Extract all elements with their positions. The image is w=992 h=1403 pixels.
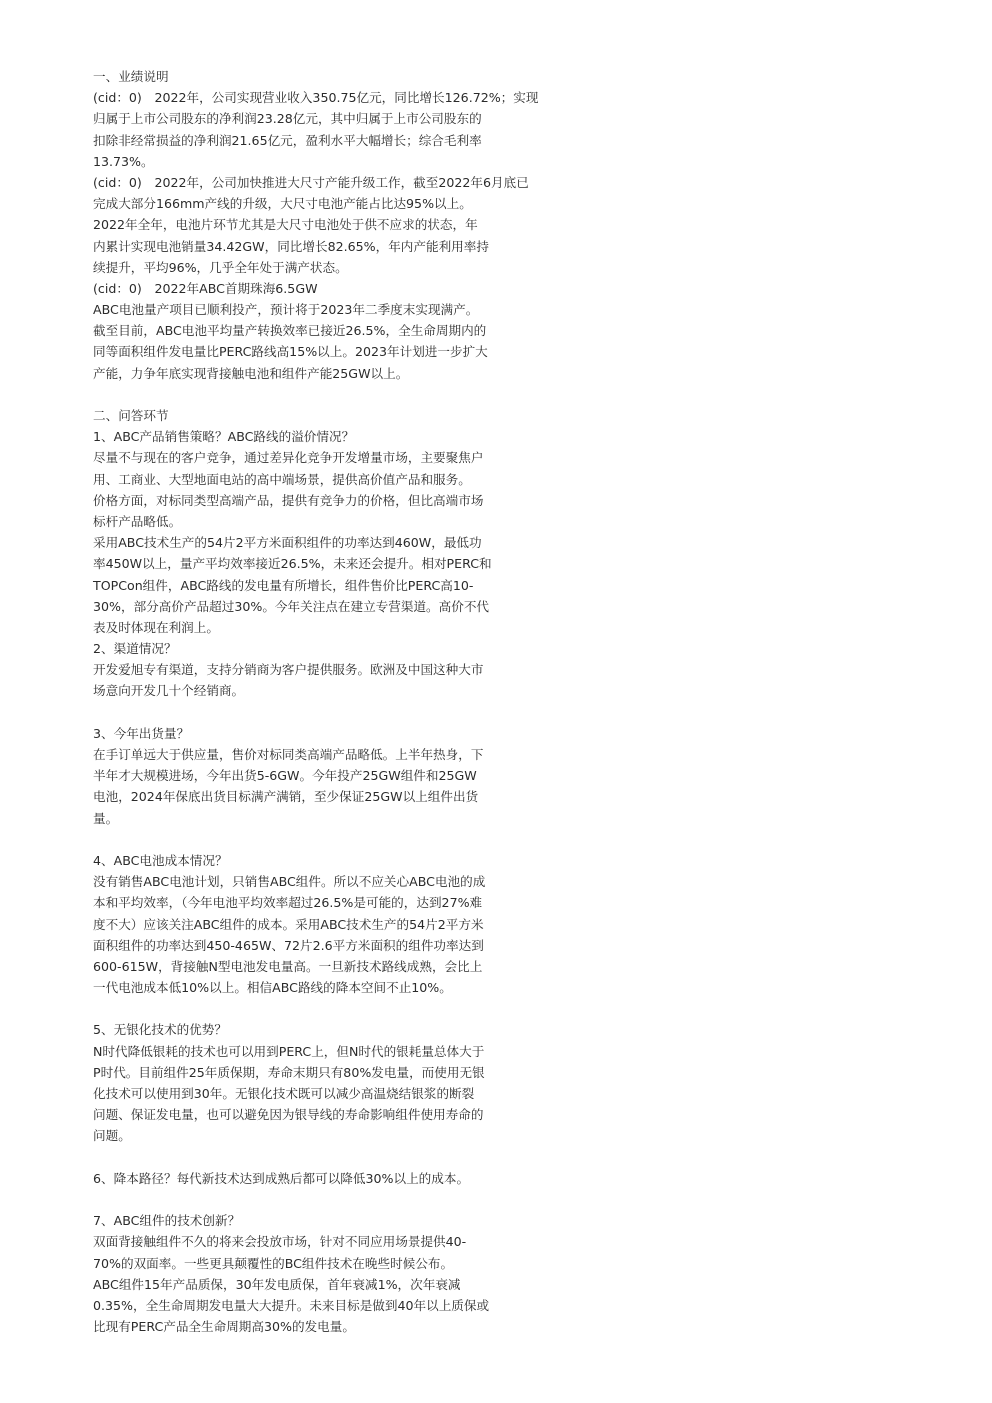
- text-line: 面积组件的功率达到450-465W、72片2.6平方米面积的组件功率达到: [93, 937, 484, 953]
- text-line: 产能，力争年底实现背接触电池和组件产能25GW以上。: [93, 365, 409, 381]
- paragraph-gap: [93, 702, 583, 723]
- text-line: 问题。: [93, 1128, 131, 1144]
- text-line: 6、降本路径？每代新技术达到成熟后都可以降低30%以上的成本。: [93, 1170, 470, 1186]
- text-line: 同等面积组件发电量比PERC路线高15%以上。2023年计划进一步扩大: [93, 344, 488, 360]
- text-line: 扣除非经常损益的净利润21.65亿元，盈利水平大幅增长；综合毛利率: [93, 132, 482, 148]
- text-line: 用、工商业、大型地面电站的高中端场景，提供高价值产品和服务。: [93, 471, 471, 487]
- text-line: 标杆产品略低。: [93, 513, 182, 529]
- text-line: 完成大部分166mm产线的升级，大尺寸电池产能占比达95%以上。: [93, 196, 472, 212]
- text-line: (cid：0) 2022年，公司实现营业收入350.75亿元，同比增长126.72%；实现: [93, 90, 539, 106]
- text-line: 没有销售ABC电池计划，只销售ABC组件。所以不应关心ABC电池的成: [93, 874, 486, 890]
- text-line: ABC电池量产项目已顺利投产，预计将于2023年二季度末实现满产。: [93, 302, 479, 318]
- text-line: 比现有PERC产品全生命周期高30%的发电量。: [93, 1319, 355, 1335]
- paragraph-gap: [93, 829, 583, 850]
- text-line: 30%，部分高价产品超过30%。今年关注点在建立专营渠道。高价不代: [93, 598, 490, 614]
- text-line: 二、问答环节: [93, 408, 169, 423]
- text-line: N时代降低银耗的技术也可以用到PERC上，但N时代的银耗量总体大于: [93, 1043, 485, 1059]
- text-line: 13.73%。: [93, 153, 154, 169]
- text-line: 3、今年出货量？: [93, 725, 190, 741]
- text-line: 半年才大规模进场，今年出货5-6GW。今年投产25GW组件和25GW: [93, 768, 477, 784]
- text-line: 量。: [93, 810, 119, 826]
- text-line: 双面背接触组件不久的将来会投放市场，针对不同应用场景提供40-: [93, 1234, 467, 1250]
- text-line: 一代电池成本低10%以上。相信ABC路线的降本空间不止10%。: [93, 980, 452, 996]
- text-line: 在手订单远大于供应量，售价对标同类高端产品略低。上半年热身，下: [93, 747, 484, 762]
- text-line: 2、渠道情况？: [93, 641, 177, 657]
- text-line: TOPCon组件，ABC路线的发电量有所增长，组件售价比PERC高10-: [93, 577, 474, 593]
- text-line: 内累计实现电池销量34.42GW，同比增长82.65%，年内产能利用率持: [93, 238, 489, 254]
- text-line: 1、ABC产品销售策略？ABC路线的溢价情况？: [93, 429, 355, 445]
- text-line: 一、业绩说明: [93, 69, 169, 84]
- text-line: (cid：0) 2022年ABC首期珠海6.5GW: [93, 280, 318, 296]
- paragraph-gap: [93, 384, 583, 405]
- paragraph-gap: [93, 1189, 583, 1210]
- text-line: 4、ABC电池成本情况？: [93, 852, 228, 868]
- text-line: 电池，2024年保底出货目标满产满销，至少保证25GW以上组件出货: [93, 789, 479, 805]
- text-line: 采用ABC技术生产的54片2平方米面积组件的功率达到460W，最低功: [93, 535, 482, 551]
- text-line: 度不大）应该关注ABC组件的成本。采用ABC技术生产的54片2平方米: [93, 916, 484, 932]
- document-body: [93, 66, 583, 1337]
- text-line: 2022年全年，电池片环节尤其是大尺寸电池处于供不应求的状态，年: [93, 217, 478, 233]
- text-line: 场意向开发几十个经销商。: [93, 683, 245, 699]
- text-line: 续提升，平均96%，几乎全年处于满产状态。: [93, 259, 348, 275]
- text-line: 截至目前，ABC电池平均量产转换效率已接近26.5%，全生命周期内的: [93, 323, 487, 339]
- text-line: 7、ABC组件的技术创新？: [93, 1213, 241, 1229]
- text-line: (cid：0) 2022年，公司加快推进大尺寸产能升级工作，截至2022年6月底已: [93, 174, 529, 190]
- text-line: 归属于上市公司股东的净利润23.28亿元，其中归属于上市公司股东的: [93, 111, 482, 127]
- text-line: 5、无银化技术的优势？: [93, 1022, 227, 1038]
- text-line: 0.35%，全生命周期发电量大大提升。未来目标是做到40年以上质保或: [93, 1297, 490, 1313]
- text-line: 开发爱旭专有渠道，支持分销商为客户提供服务。欧洲及中国这种大市: [93, 662, 484, 678]
- text-line: ABC组件15年产品质保，30年发电质保，首年衰减1%，次年衰减: [93, 1276, 461, 1292]
- paragraph-gap: [93, 998, 583, 1019]
- text-line: 问题、保证发电量，也可以避免因为银导线的寿命影响组件使用寿命的: [93, 1107, 484, 1123]
- text-line: 70%的双面率。一些更具颠覆性的BC组件技术在晚些时候公布。: [93, 1255, 454, 1271]
- text-line: P时代。目前组件25年质保期，寿命末期只有80%发电量，而使用无银: [93, 1064, 485, 1080]
- text-line: 价格方面，对标同类型高端产品，提供有竞争力的价格，但比高端市场: [93, 492, 484, 508]
- text-line: 600-615W，背接触N型电池发电量高。一旦新技术路线成熟，会比上: [93, 958, 483, 974]
- text-line: 本和平均效率，（今年电池平均效率超过26.5%是可能的，达到27%难: [93, 895, 483, 911]
- text-line: 化技术可以使用到30年。无银化技术既可以减少高温烧结银浆的断裂: [93, 1086, 475, 1101]
- paragraph-gap: [93, 1147, 583, 1168]
- text-line: 率450W以上，量产平均效率接近26.5%，未来还会提升。相对PERC和: [93, 556, 492, 572]
- text-line: 表及时体现在利润上。: [93, 619, 219, 635]
- text-line: 尽量不与现在的客户竞争，通过差异化竞争开发增量市场，主要聚焦户: [93, 450, 484, 466]
